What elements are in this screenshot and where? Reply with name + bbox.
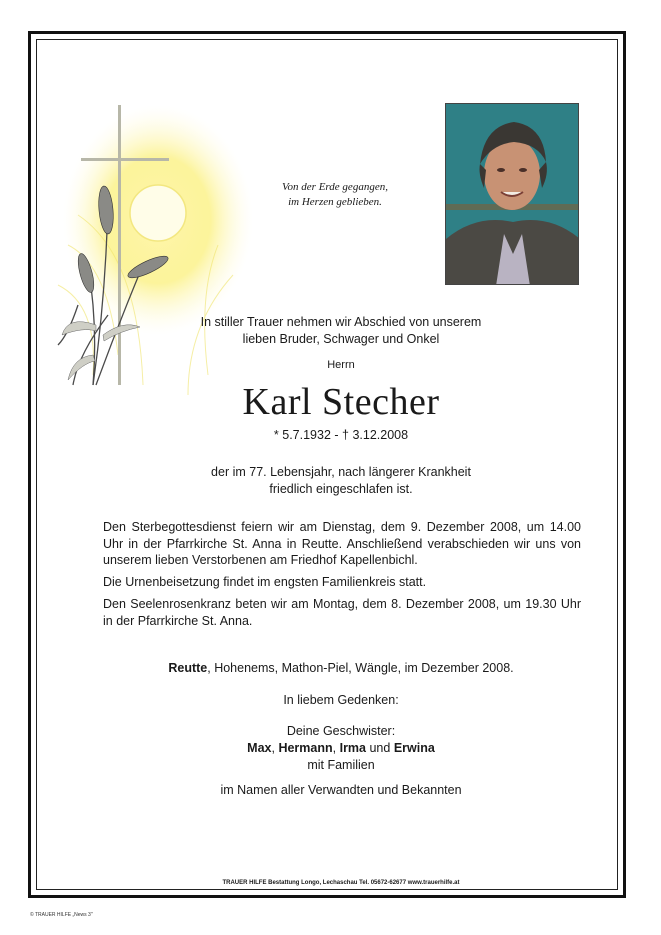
funeral-home-footer: TRAUER HILFE Bestattung Longo, Lechaschau Tel. 05672-62677 www.trauerhilfe.at: [222, 880, 460, 886]
mourner-name: Max: [247, 741, 272, 755]
mourners-heading: Deine Geschwister:: [286, 724, 396, 738]
sun-disc: [130, 185, 186, 241]
mourners-block: [100, 723, 582, 799]
remembrance-line: In liebem Gedenken:: [283, 693, 399, 707]
memorial-quote: [240, 180, 430, 210]
separator: ,: [332, 741, 340, 755]
mourner-name: Erwina: [393, 741, 435, 755]
intro-line-2: lieben Bruder, Schwager und Onkel: [242, 332, 440, 346]
deceased-name: Karl Stecher: [242, 381, 440, 423]
mourners-closing: im Namen aller Verwandten und Bekannten: [220, 783, 462, 797]
mourners-names: [100, 740, 582, 757]
salutation: Herrn: [327, 359, 355, 371]
passing-line-1: der im 77. Lebensjahr, nach längerer Krankheit: [211, 465, 471, 479]
rosary-paragraph: Den Seelenrosenkranz beten wir am Montag, dem 8. Dezember 2008, um 19.30 Uhr in der Pfarrkirche St. Anna.: [103, 597, 581, 628]
intro-text: [100, 314, 582, 348]
place-date-line: [100, 660, 582, 677]
separator: und: [366, 741, 394, 755]
portrait-photo: [445, 103, 579, 285]
separator: ,: [271, 741, 279, 755]
mourner-name: Hermann: [278, 741, 333, 755]
quote-line-1: Von der Erde gegangen,: [282, 181, 388, 193]
cross-horizontal-beam: [81, 158, 169, 161]
place-town-bold: Reutte: [168, 661, 208, 675]
passing-line-2: friedlich eingeschlafen ist.: [269, 482, 413, 496]
quote-line-2: im Herzen geblieben.: [288, 196, 382, 208]
mourners-families: mit Familien: [307, 758, 375, 772]
copyright-note: © TRAUER HILFE „News 3": [30, 912, 93, 918]
mourner-name: Irma: [339, 741, 366, 755]
intro-line-1: In stiller Trauer nehmen wir Abschied von unserem: [200, 315, 482, 329]
urn-burial-paragraph: Die Urnenbeisetzung findet im engsten Familienkreis statt.: [103, 575, 427, 589]
funeral-service-paragraph: Den Sterbegottesdienst feiern wir am Dienstag, dem 9. Dezember 2008, um 14.00 Uhr in der Pfarrkirche St. Anna in Reutte. Anschließend verabschieden wir uns von unserem lieben Verstorbenen am Friedhof Kapellenbichl.: [103, 520, 581, 567]
passing-text: [100, 464, 582, 498]
place-date-rest: , Hohenems, Mathon-Piel, Wängle, im Dezember 2008.: [207, 661, 514, 675]
portrait-figure: [446, 104, 579, 285]
life-dates: * 5.7.1932 - † 3.12.2008: [273, 428, 409, 442]
